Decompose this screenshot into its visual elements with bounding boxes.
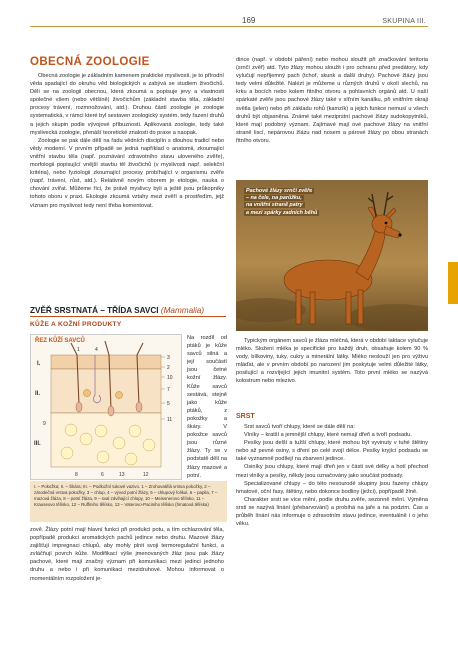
callout-number: 4 (95, 347, 98, 353)
callout-number: 12 (143, 472, 149, 478)
srst-item: Pesíky jsou delší a tužší chlupy, které mohou být vyvinuty v tuhé štětiny nebo až pevné osiny, s dření po celé svojí délce. Pesíky kryjící podsadu se také vyznamně podílejí na zbarvení jedince. (236, 440, 428, 463)
diagram-caption: I. – Pokožka; II. – Škára; III. – Podkožní tukové vazivo. 1 – Zrohovatělá vrstva pokožky, 2 – zárodečná vrstva pokožky, 3 – chlup, 4 – vývod potní žlázy, 5 – chlupový folikul, 6 – papila, 7 – mazová žláza, 8 – potní žláza, 9 – sval zdvihající chlupy, 10 – Meissnerovo tělísko, 11 – Krauseovo tělísko, 12 – Ruffiniho tělísko, 13 – Vaterovo-Paciniho tělísko (hmatová tělíska) (30, 481, 227, 522)
topic-heading: KŮŽE A KOŽNÍ PRODUKTY (30, 321, 122, 328)
subsection-title (30, 306, 204, 315)
callout-number: 11 (167, 417, 173, 423)
subsection-title-text: ZVĚŘ SRSTNATÁ – TŘÍDA SAVCI (30, 306, 159, 315)
callout-number: 9 (43, 421, 46, 427)
srst-item: Osiníky jsou chlupy, které mají dřeň jen v části své délky a hotí přechod mezi vlníky a pesíky, někdy jsou označovány jako součást podsady. (236, 464, 428, 479)
right-top-text (236, 56, 428, 145)
chapter-tab (448, 262, 458, 304)
milk-paragraph: Typickým orgánem savců je žláza mléčná, která v období laktace vylučuje mléko. Složení mléka je specifické pro každý druh, obsahuje kolem 90 % vody, bílkoviny, tuky, cukry a minerální látky. Mléko neslouží jen pro výživu mláďat, ale v prvním období po narození jim poskytuje velmi důležité látky, posilující a rozvíjející jejich imunitní systém. Toto první mléko se nazývá kolostrum nebo mlezivo. (236, 338, 428, 385)
callout-number: 6 (101, 472, 104, 478)
skin-diagram (30, 334, 182, 480)
callout-number: 5 (167, 401, 170, 407)
photo-caption-line: Pachové žlázy srnčí zvěře (246, 188, 313, 194)
callout-number: 7 (167, 387, 170, 393)
srst-text (236, 423, 428, 528)
callout-number: 10 (167, 375, 173, 381)
section-title: OBECNÁ ZOOLOGIE (30, 56, 150, 68)
subsection-rule (30, 316, 226, 317)
intro-text (30, 72, 224, 210)
callout-number: 13 (119, 472, 125, 478)
diagram-title: ŘEZ KŮŽÍ SAVCŮ (35, 338, 85, 344)
photo-caption-line: a mezi spárky zadních běhů (246, 209, 318, 216)
layer-label-2: II. (35, 391, 41, 397)
chapter-label: SKUPINA III. (382, 18, 426, 25)
srst-item: Charakter srsti se více mění, podle druhu zvěře, sezonně mění. Výměna srsti se nazývá línání (přebarvování) a probíhá na jaře a na podzim. Čas a průběh línání nás informuje o zdravotním stavu jedince, eventuálně i o jeho věku. (236, 496, 428, 528)
header-rule (30, 26, 428, 27)
roe-deer-photo (236, 180, 428, 331)
photo-caption (244, 188, 319, 217)
srst-item: Specializované chlupy – do této nesourodé skupiny jsou řazeny chlupy hmatové, oční řasy, štětiny, nebo dokonce bodliny (ježci), popřípadě žíně. (236, 480, 428, 495)
subsection-title-latin: (Mammalia) (160, 306, 205, 315)
callout-number: 3 (167, 355, 170, 361)
glands-paragraph: zově. Žlázy potní mají hlavní funkci při produkci potu, a tím ochlazování těla, popřípadě produkci aromatických pachů jedince nebo druhu. Mazové žlázy zajišťují impregnaci chlupů, aby mohly plnit svoji termoregulační funkci, a zvláčňují povrch kůže. Modifikací výše jmenovaných žláz jsou pak žlázy pachové, které mají značný význam při komunikaci mezi jedinci jednoho druhu a nebo i při komunikaci mezidruhové. Mohou informovat o momentálním rozpoložení je- (30, 527, 224, 582)
page-header (30, 14, 428, 30)
skin-cross-section (31, 335, 181, 479)
intro-paragraph-2: Zoologie se pak dále dělí na řadu vědních disciplín s dlouhou tradicí nebo vědy moderní. V prvním případě se jedná například o anatomii, zkoumající vnitřní stavbu těla (např. poznávání zdravotního stavu uloveného zvěře), morfologii popisující vnější stavbu těl živočichů (v myslivosti např. selekční kritéria), nebo fyziologii zkoumající procesy probíhající v organismu zvěře (např. trávení, růst, atd.). Relativně novým oborem je etologie, nauka o chování zvířat. Můžeme říci, že právě myslivcy byli a ještě jsou průkopníky tohoto oboru v praxi. Ekologie zkoumá vztahy mezi zvěří a prostředím, jejž víznam pro myslivost tedy není třeba komentovat. (30, 137, 224, 209)
milk-text (236, 337, 428, 386)
srst-item: Vlníky – kratší a jemnější chlupy, které nemají dřeň a tvoří podsadu. (244, 432, 412, 439)
skin-side-text: Na rozdíl od ptáků je kůže savců silná a její součástí jsou četné kožní žlázy. Kůže savců sestává, stejně jako kůže ptáků, z pokožky a škáry. V pokožce savců jsou různé žlázy. Ty se v podstatě dělí na žlázy mazové a potní. (187, 335, 227, 479)
callout-number: 2 (167, 365, 170, 371)
srst-heading: SRST (236, 413, 255, 420)
photo-caption-line: – na čele, na parůžku, (246, 195, 302, 202)
glands-text (30, 526, 224, 583)
callout-number: 8 (75, 472, 78, 478)
page-number: 169 (242, 16, 256, 25)
photo-caption-line: na vnitřní straně patry (246, 202, 303, 209)
callout-number: 1 (77, 347, 80, 353)
layer-label-1: I. (37, 361, 41, 367)
intro-paragraph-1: Obecná zoologie je základním kamenem praktické myslivosti, je to přírodní věda spadající do okruhu věd biologických a zabývá se studiem živočichů. Dělí se na zoologii obecnou, která zkoumá a popisuje jevy a vlastnosti společné všem (nebo většině) živočichům (základní stavba těla, základní procesy trávení, rozmnožování, atd.). Druhou částí zoologie je zoologie systematická, v rámci které byl sestaven zoologický systém, tedy řazení druhů a jejich skupin podle vývojové příbuznosti. Aplikovaná zoologie, tedy také myslivecká zoologie, přenáší teoretické znalosti do praxe a naopak. (30, 73, 224, 136)
srst-intro: Srst savců tvoří chlupy, které se dále dělí na: (244, 424, 355, 430)
layer-label-3: III. (34, 441, 41, 447)
scent-glands-paragraph: dince (např. v období páření) nebo mohou sloužit při značkování teritoria (srnčí zvěř) atd. Tyto žlázy mohou sloužit i pro ochranu před predátory, kdy vylučují nepříjemný pach (tchoř, skunk a další druhy). Pachové žlázy jsou tedy velmi důležité. Nalézt je můžeme u různých druhů v okolí slechů, na krku a bocích nebo kolem řitního otvoru a pohlavních orgánů atd. U naší spárkaté zvěře jsou pachové žlázy také v síťním kanálku, při vnitřním okraji světla (jelen) nebo při základu rohů (kamzík) a jejich funkce nemusí u všech druhů být objasněna. Známé také meziprstní pachové žlázy sudokopytníků, které mají podobný význam. Zajímavé mají ové pachové žlázy na vnitřní straně liscí, nepárovou žlázu nad nosem a párové žlázy po obou stranách řitního otvoru. (236, 57, 428, 144)
